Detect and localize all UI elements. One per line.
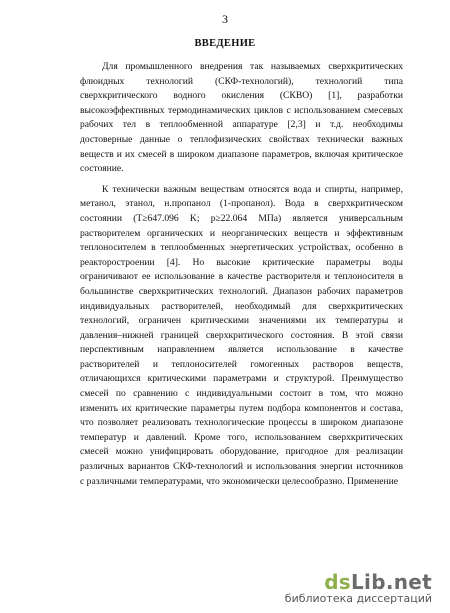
text-line: различных вариантов СКФ-технологий и использования энергии источников xyxy=(80,461,403,473)
text-line: давления–нижней границей сверхкритического состояния. В этой связи xyxy=(80,329,403,341)
text-line: Для промышленного внедрения так называемых сверхкритических xyxy=(102,61,403,72)
watermark-logo-prefix: ds xyxy=(324,570,352,594)
watermark-logo xyxy=(285,570,432,594)
text-line: реакторостроении [4]. Но высокие критические параметры воды xyxy=(80,256,403,268)
text-line: что позволяет реализовать технологические процессы в широком диапазоне xyxy=(80,417,403,429)
text-line: отличающихся критическими параметрами и структурой. Преимущество xyxy=(80,373,403,385)
text-line: высокоэффективных термодинамических циклов с использованием смесевых xyxy=(80,104,403,116)
text-line: рабочих тел в теплообменной аппаратуре [2,3] и т.д. необходимы xyxy=(80,119,403,131)
page-number: 3 xyxy=(222,12,228,26)
text-line: теплоносителем в теплообменных энергетических устройствах, особенно в xyxy=(80,242,403,254)
text-line: растворителем органических и неорганических веществ и эффективным xyxy=(80,227,403,239)
text-line: с различными температурами, что экономически целесообразно. Применение xyxy=(80,475,399,487)
text-line: К технически важным веществам относятся вода и спирты, например, xyxy=(102,183,403,195)
text-line: смесей можно унифицировать оборудование, пригодное для реализации xyxy=(80,446,403,458)
text-line: ограничивают ее использование в качестве растворителя и теплоносителя в xyxy=(80,271,403,283)
paragraph-2 xyxy=(80,183,403,489)
body-text xyxy=(80,60,403,489)
text-line: перспективным направлением является использование в качестве xyxy=(80,344,403,356)
text-line: сверхкритического водного окисления (СКВО) [1], разработки xyxy=(80,90,403,102)
text-line: метанол, этанол, н.пропанол (1-пропанол). Вода в сверхкритическом xyxy=(80,198,403,210)
text-line: температур и давлений. Кроме того, использованием сверхкритических xyxy=(80,431,403,443)
text-line: большинстве сверхкритических технологий. Диапазон рабочих параметров xyxy=(80,285,403,297)
watermark-subtitle: библиотека диссертаций xyxy=(284,592,432,605)
section-title: ВВЕДЕНИЕ xyxy=(194,38,256,49)
text-line: смесей по сравнению с индивидуальными состоит в том, что можно xyxy=(80,388,403,400)
text-line: достоверные данные о теплофизических свойствах технически важных xyxy=(80,133,403,145)
text-line: индивидуальных растворителей, необходимый для сверхкритических xyxy=(80,300,403,312)
watermark xyxy=(285,570,432,605)
text-line: веществ и их смесей в широком диапазоне параметров, включая критическое xyxy=(80,148,403,160)
text-line: технологий, ограничен критическими значениями их температуры и xyxy=(80,315,403,327)
paragraph-1 xyxy=(80,60,403,177)
text-line: изменить их критические параметры путем подбора компонентов и состава, xyxy=(80,402,403,414)
watermark-logo-rest: Lib.net xyxy=(351,570,432,594)
text-line: состоянии (T≥647.096 K; p≥22.064 МПа) является универсальным xyxy=(80,212,403,224)
text-line: растворителей и теплоносителей гомогенных растворов веществ, xyxy=(80,358,403,370)
text-line: флюидных технологий (СКФ-технологий), технологий типа xyxy=(80,75,403,87)
text-line: состояние. xyxy=(80,163,124,175)
